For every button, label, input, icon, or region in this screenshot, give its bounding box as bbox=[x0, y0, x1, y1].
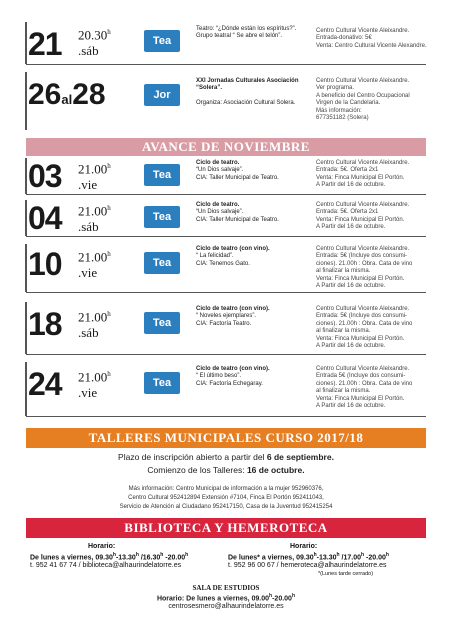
sala-email: centrosesmero@alhaurindelatorre.es bbox=[168, 603, 284, 610]
category-badge: Jor bbox=[144, 84, 180, 106]
event-time: 21.00$^h$ bbox=[78, 309, 111, 325]
event-description: Ciclo de teatro (con vino). “ Noveles ejemplares”. CIA: Factoría Teatro. bbox=[196, 306, 270, 327]
category-badge: Tea bbox=[144, 30, 180, 52]
biblioteca-contact: t. 952 41 67 74 / biblioteca@alhaurindelatorre.es bbox=[30, 562, 182, 569]
hemeroteca-note: *(Lunes tarde cerrado) bbox=[318, 571, 374, 577]
event-description: XXI Jornadas Culturales Asociación “Solera”. Organiza: Asociación Cultural Solera. bbox=[196, 78, 299, 107]
event-time: 20.30$^h$ bbox=[78, 27, 111, 43]
event-weekday: .sáb bbox=[78, 219, 99, 234]
event-nov-04 bbox=[26, 200, 426, 237]
sala-title: SALA DE ESTUDIOS bbox=[192, 584, 260, 592]
event-info: Centro Cultural Vicente Aleixandre. Ver programa. A beneficio del Centro Ocupacional Virgen de la Candelaria. Más información: 677351182 (Solera) bbox=[316, 78, 410, 122]
event-info: Centro Cultural Vicente Aleixandre. Entrada: 5€ (Incluye dos consumi- ciones). 21.00h : Obra. Cata de vino al finalizar la misma. Venta: Finca Municipal El Portón. A Partir del 16 de octubre. bbox=[316, 306, 413, 350]
category-badge: Tea bbox=[144, 312, 180, 334]
divider bbox=[25, 244, 27, 292]
hemeroteca-hours: De lunes* a viernes, 09.30$^h$-13.30$^h$ /17.00$^h$ -20.00$^h$ bbox=[228, 552, 389, 562]
talleres-start: Comienzo de los Talleres: 16 de octubre. bbox=[147, 465, 305, 475]
event-time: 21.00$^h$ bbox=[78, 161, 111, 177]
event-description: Teatro: “¿Dónde están los espíritus?”. Grupo teatral “ Se abre el telón”. bbox=[196, 26, 297, 40]
biblioteca-horario-heading: Horario: bbox=[88, 543, 116, 550]
event-nov-10 bbox=[26, 244, 426, 293]
talleres-contact-2: Centro Cultural 952412894 Extensión #7104, Finca El Portón 952411043, bbox=[128, 495, 324, 501]
event-description: Ciclo de teatro (con vino). “ El último beso”. CIA: Factoría Echegaray. bbox=[196, 366, 270, 387]
event-info: Centro Cultural Vicente Aleixandre. Entrada 5€ (Incluye dos consumi- ciones). 21.00h : Obra. Cata de vino al finalizar la misma. Venta: Finca Municipal El Portón. A Partir del 16 de octubre. bbox=[316, 366, 413, 410]
divider bbox=[25, 22, 27, 64]
event-info: Centro Cultural Vicente Aleixandre. Entrada-donativo: 5€ Venta: Centro Cultural Vicente Alexandre. bbox=[316, 28, 427, 49]
event-21 bbox=[26, 22, 426, 65]
event-description: Ciclo de teatro (con vino). “ La felicidad”. CIA: Tenemos Gato. bbox=[196, 246, 270, 267]
category-badge: Tea bbox=[144, 206, 180, 228]
event-time: 21.00$^h$ bbox=[78, 203, 111, 219]
talleres-contact-1: Más información: Centro Municipal de información a la mujer 952960376, bbox=[128, 486, 324, 492]
category-badge: Tea bbox=[144, 372, 180, 394]
talleres-inscription: Plazo de inscripción abierto a partir del 6 de septiembre. bbox=[118, 452, 334, 462]
category-badge: Tea bbox=[144, 164, 180, 186]
event-day: 04 bbox=[28, 200, 62, 236]
event-day-range: 26al28 bbox=[28, 78, 106, 111]
divider bbox=[25, 362, 27, 416]
event-weekday: .vie bbox=[78, 265, 98, 280]
event-info: Centro Cultural Vicente Aleixandre. Entrada: 5€ (Incluye dos consumi- ciones). 21.00h : Obra. Cata de vino al finalizar la misma. Venta: Finca Municipal El Portón. A Partir del 16 de octubre. bbox=[316, 246, 413, 290]
hemeroteca-horario-heading: Horario: bbox=[290, 543, 318, 550]
biblioteca-banner: BIBLIOTECA Y HEMEROTECA bbox=[26, 518, 426, 538]
biblioteca-hours: De lunes a viernes, 09.30$^h$-13.30$^h$ /16.30$^h$ -20.00$^h$ bbox=[30, 552, 189, 562]
event-time: 21.00$^h$ bbox=[78, 249, 111, 265]
event-nov-18 bbox=[26, 302, 426, 355]
event-weekday: .vie bbox=[78, 177, 98, 192]
event-weekday: .vie bbox=[78, 385, 98, 400]
event-26-28 bbox=[26, 72, 426, 130]
divider bbox=[25, 158, 27, 194]
talleres-contact-3: Servicio de Atención al Ciudadano 952417150, Casa de la Juventud 952415254 bbox=[119, 504, 333, 510]
event-description: Ciclo de teatro. “Un Dios salvaje”. CIA: Taller Municipal de Teatro. bbox=[196, 202, 279, 223]
event-info: Centro Cultural Vicente Aleixandre. Entrada: 5€. Oferta 2x1 Venta: Finca Municipal El Portón. A Partir del 16 de octubre. bbox=[316, 160, 410, 189]
category-badge: Tea bbox=[144, 252, 180, 274]
event-nov-03 bbox=[26, 158, 426, 195]
event-time: 21.00$^h$ bbox=[78, 369, 111, 385]
event-day: 24 bbox=[28, 366, 62, 402]
event-nov-24 bbox=[26, 362, 426, 417]
event-weekday: .sáb bbox=[78, 43, 99, 58]
divider bbox=[25, 200, 27, 236]
hemeroteca-contact: t. 952 96 00 67 / hemeroteca@alhaurindelatorre.es bbox=[228, 562, 387, 569]
event-day: 10 bbox=[28, 246, 62, 282]
divider bbox=[25, 302, 27, 354]
event-description: Ciclo de teatro. “Un Dios salvaje”. CIA: Taller Municipal de Teatro. bbox=[196, 160, 279, 181]
november-banner: AVANCE DE NOVIEMBRE bbox=[26, 138, 426, 156]
event-day: 18 bbox=[28, 306, 62, 342]
divider bbox=[25, 72, 27, 130]
event-info: Centro Cultural Vicente Aleixandre. Entrada: 5€. Oferta 2x1 Venta: Finca Municipal El Portón. A Partir del 16 de octubre. bbox=[316, 202, 410, 231]
talleres-banner: TALLERES MUNICIPALES CURSO 2017/18 bbox=[26, 428, 426, 448]
event-day: 03 bbox=[28, 158, 62, 194]
sala-hours: Horario: De lunes a viernes, 09.00$^h$-20.00$^h$ bbox=[156, 593, 296, 603]
event-day: 21 bbox=[28, 26, 62, 62]
event-weekday: .sáb bbox=[78, 325, 99, 340]
